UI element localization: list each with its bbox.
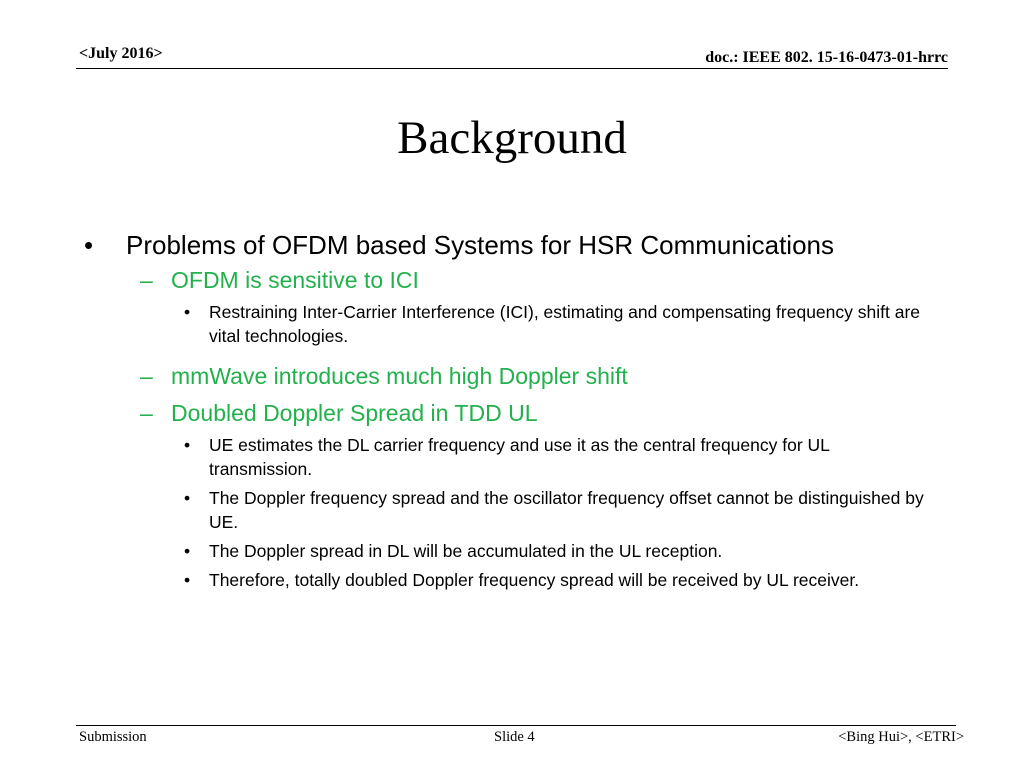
header-doc-id: doc.: IEEE 802. 15-16-0473-01-hrrc — [705, 49, 948, 66]
detail-bullet — [84, 486, 944, 534]
sub-bullet-doubled-doppler — [84, 399, 944, 428]
detail-bullet-text: The Doppler frequency spread and the oscillator frequency offset cannot be distinguished by UE. — [209, 488, 924, 532]
main-bullet — [84, 228, 944, 262]
sub-bullet-mmwave — [84, 362, 944, 391]
main-bullet-text: Problems of OFDM based Systems for HSR Communications — [126, 230, 834, 260]
dash-icon: – — [140, 400, 153, 426]
bullet-dot-icon: • — [184, 570, 191, 590]
detail-bullet — [84, 539, 944, 563]
dash-icon: – — [140, 267, 153, 293]
sub-bullet-ofdm-ici — [84, 266, 944, 295]
footer-submission: Submission — [79, 729, 147, 745]
footer-divider — [76, 725, 956, 726]
slide-title: Background — [397, 112, 627, 164]
sub-bullet-text: Doubled Doppler Spread in TDD UL — [171, 400, 538, 426]
bullet-dot-icon: • — [184, 435, 191, 455]
slide-body — [84, 228, 944, 592]
detail-bullet-text: Therefore, totally doubled Doppler frequency spread will be received by UL receiver. — [209, 570, 860, 590]
bullet-dot-icon: • — [184, 488, 191, 508]
bullet-dot-icon: • — [184, 541, 191, 561]
detail-bullet — [84, 568, 944, 592]
footer-author: <Bing Hui>, <ETRI> — [838, 729, 964, 745]
bullet-dot-icon: • — [184, 302, 191, 322]
footer-slide-number: Slide 4 — [494, 729, 535, 745]
detail-bullet-text: Restraining Inter-Carrier Interference (ICI), estimating and compensating frequency shift are vital technologies. — [209, 302, 921, 346]
header-date: <July 2016> — [79, 45, 163, 62]
detail-bullet — [84, 433, 944, 481]
detail-bullet-text: The Doppler spread in DL will be accumulated in the UL reception. — [209, 541, 723, 561]
sub-bullet-text: OFDM is sensitive to ICI — [171, 267, 419, 293]
detail-bullet-text: UE estimates the DL carrier frequency and use it as the central frequency for UL transmission. — [209, 435, 830, 479]
bullet-dot-icon: • — [84, 230, 94, 260]
sub-bullet-text: mmWave introduces much high Doppler shift — [171, 363, 628, 389]
dash-icon: – — [140, 363, 153, 389]
detail-bullet — [84, 300, 944, 348]
header-divider — [76, 68, 948, 69]
